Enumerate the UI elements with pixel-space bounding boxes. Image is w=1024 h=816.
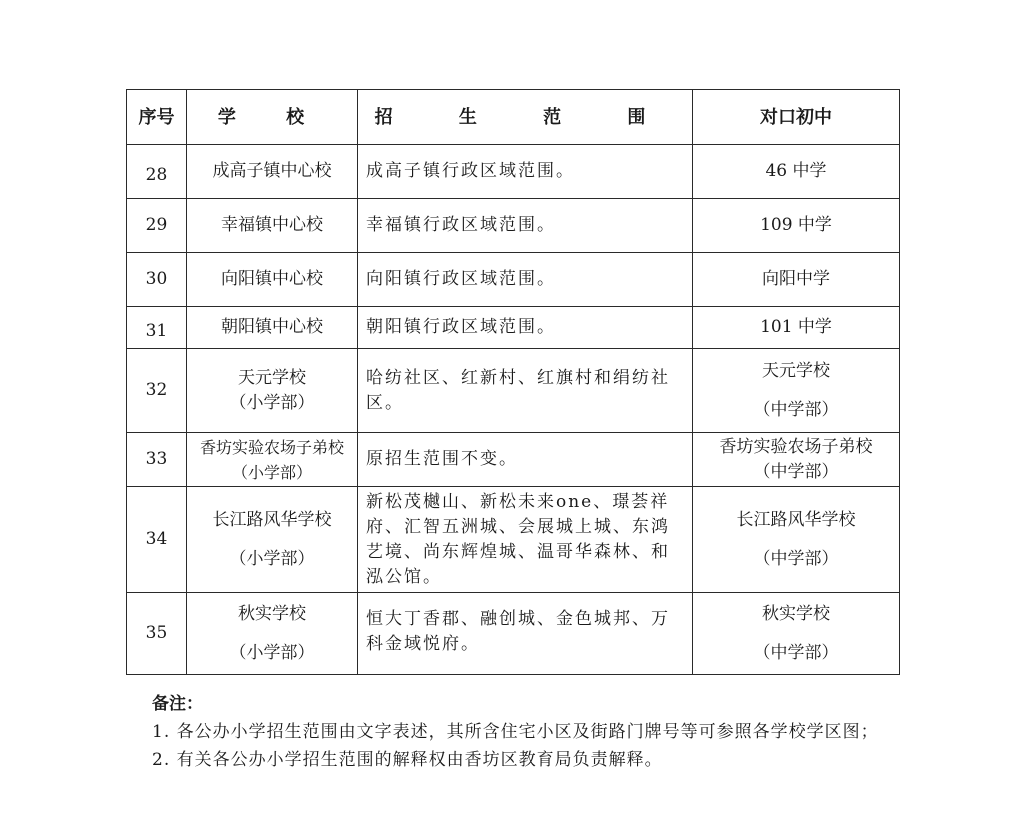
table-row <box>127 349 900 433</box>
middle-school: 向阳中学 <box>693 253 900 307</box>
table-row <box>127 199 900 253</box>
table-row <box>127 593 900 675</box>
notes-title: 备注： <box>152 694 203 714</box>
school-name: 朝阳镇中心校 <box>187 307 358 349</box>
middle-school: 香坊实验农场子弟校 （中学部） <box>693 433 900 487</box>
header-range: 招 生 范 围 <box>358 90 693 145</box>
table-row <box>127 433 900 487</box>
row-number: 28 <box>127 145 187 199</box>
header-row <box>127 90 900 145</box>
table-row <box>127 145 900 199</box>
header-no: 序号 <box>127 90 187 145</box>
table-row <box>127 253 900 307</box>
enrollment-range: 向阳镇行政区域范围。 <box>358 253 693 307</box>
middle-school: 46 中学 <box>693 145 900 199</box>
enrollment-range: 恒大丁香郡、融创城、金色城邦、万科金域悦府。 <box>358 593 693 675</box>
table-row <box>127 307 900 349</box>
school-name: 香坊实验农场子弟校 （小学部） <box>187 433 358 487</box>
middle-school: 长江路风华学校 （中学部） <box>693 487 900 593</box>
middle-school: 109 中学 <box>693 199 900 253</box>
note-item: 2. 有关各公办小学招生范围的解释权由香坊区教育局负责解释。 <box>152 750 663 770</box>
school-name: 秋实学校 （小学部） <box>187 593 358 675</box>
row-number: 31 <box>127 307 187 349</box>
enrollment-range: 原招生范围不变。 <box>358 433 693 487</box>
header-middle: 对口初中 <box>693 90 900 145</box>
middle-school: 101 中学 <box>693 307 900 349</box>
row-number: 34 <box>127 487 187 593</box>
row-number: 32 <box>127 349 187 433</box>
school-name: 天元学校 （小学部） <box>187 349 358 433</box>
middle-school: 天元学校 （中学部） <box>693 349 900 433</box>
school-name: 幸福镇中心校 <box>187 199 358 253</box>
row-number: 30 <box>127 253 187 307</box>
enrollment-range: 哈纺社区、红新村、红旗村和绢纺社区。 <box>358 349 693 433</box>
school-name: 成高子镇中心校 <box>187 145 358 199</box>
note-item: 1. 各公办小学招生范围由文字表述，其所含住宅小区及街路门牌号等可参照各学校学区图； <box>152 722 879 742</box>
enrollment-table <box>126 89 900 675</box>
school-name: 长江路风华学校 （小学部） <box>187 487 358 593</box>
school-name: 向阳镇中心校 <box>187 253 358 307</box>
enrollment-range: 幸福镇行政区域范围。 <box>358 199 693 253</box>
enrollment-range: 新松茂樾山、新松未来one、璟荟祥府、汇智五洲城、会展城上城、东鸿艺境、尚东辉煌城、温哥华森林、和泓公馆。 <box>358 487 693 593</box>
notes-section <box>152 690 892 774</box>
enrollment-range: 成高子镇行政区域范围。 <box>358 145 693 199</box>
table-row <box>127 487 900 593</box>
row-number: 35 <box>127 593 187 675</box>
enrollment-range: 朝阳镇行政区域范围。 <box>358 307 693 349</box>
row-number: 29 <box>127 199 187 253</box>
middle-school: 秋实学校 （中学部） <box>693 593 900 675</box>
header-school: 学 校 <box>187 90 358 145</box>
row-number: 33 <box>127 433 187 487</box>
